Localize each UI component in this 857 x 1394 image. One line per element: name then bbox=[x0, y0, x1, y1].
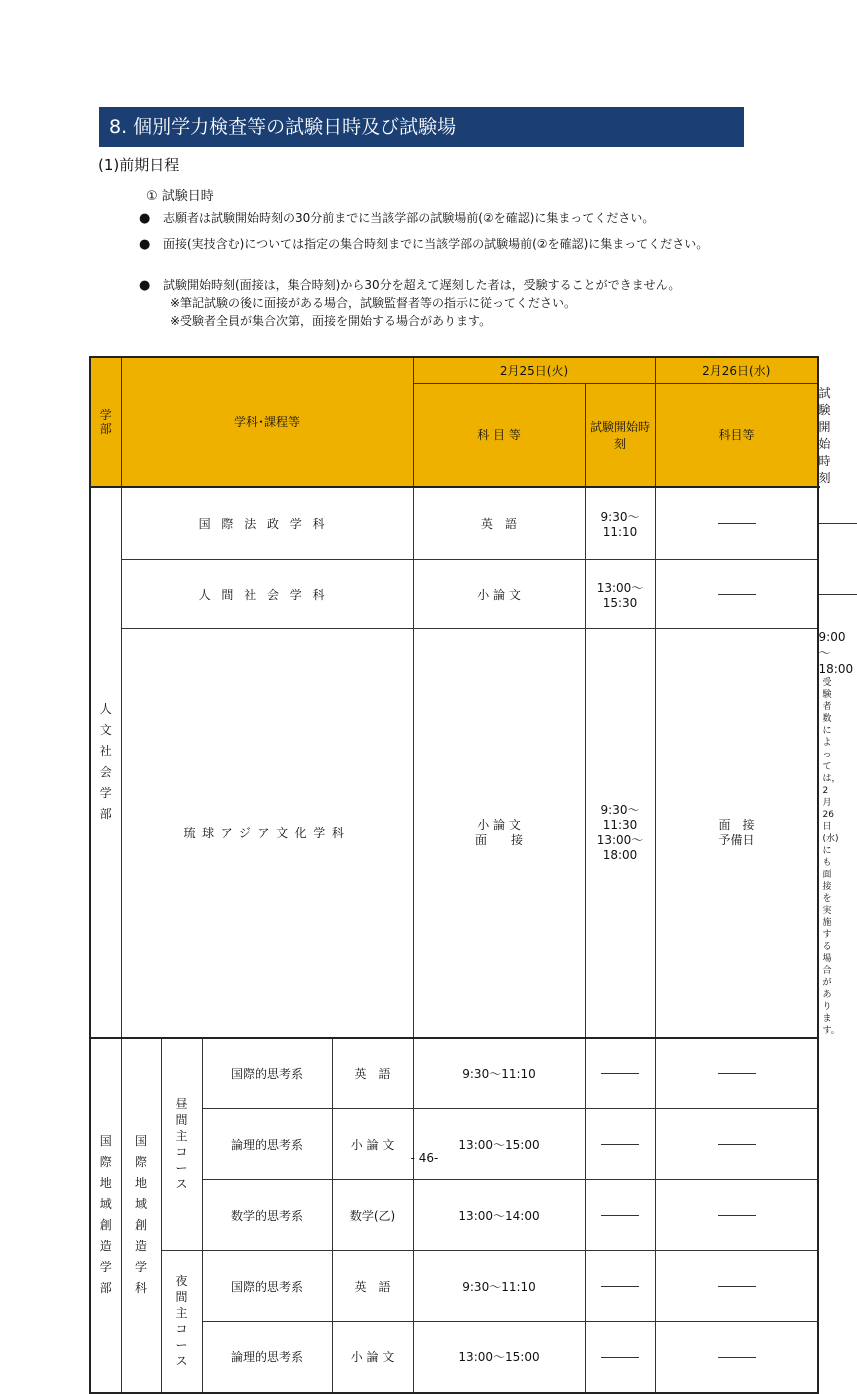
subsubsection-heading: ① 試験日時 bbox=[146, 189, 214, 204]
time-cell: 9:30～11:10 bbox=[413, 1251, 585, 1322]
table-row bbox=[90, 560, 818, 629]
table-row: 琉球アジア文化学科 小 論 文 面 接 9:30～11:30 13:00～18:00 面 接 予備日 9:00～18:00 受験者数によっては，2月26日(水)にも面接を実施する場合があります。 bbox=[90, 629, 818, 1038]
note-line: ※受験者全員が集合次第，面接を開始する場合があります。 bbox=[170, 314, 492, 328]
dash-cell bbox=[655, 560, 818, 629]
bullet-icon: ● bbox=[139, 278, 151, 293]
subsection-heading: (1)前期日程 bbox=[98, 156, 180, 174]
dash-cell bbox=[655, 1251, 818, 1322]
time-cell: 9:30～11:30 13:00～18:00 bbox=[585, 629, 655, 1038]
subject-cell: 小 論 文 面 接 bbox=[413, 629, 585, 1038]
dash-cell bbox=[585, 1251, 655, 1322]
bullet-item: ● 試験開始時刻(面接は，集合時刻)から30分を超えて遅刻した者は，受験することができません。 bbox=[139, 278, 681, 293]
dept-name: 人間社会学科 bbox=[121, 560, 413, 629]
subject-cell: 小 論 文 bbox=[413, 560, 585, 629]
bullet-item: ● 面接(実技含む)については指定の集合時刻までに当該学部の試験場前(②を確認)に集まってください。 bbox=[139, 237, 709, 252]
subject-cell: 小 論 文 bbox=[332, 1322, 413, 1393]
header-subject: 科 目 等 bbox=[413, 383, 585, 487]
time-cell: 9:30～11:10 bbox=[413, 1038, 585, 1109]
dash-cell bbox=[585, 1038, 655, 1109]
subject-cell: 英 語 bbox=[332, 1038, 413, 1109]
track-name: 国際的思考系 bbox=[202, 1038, 332, 1109]
dept-name: 国際法政学科 bbox=[121, 487, 413, 560]
course-night: 夜 間 主 コ ー ス bbox=[161, 1251, 202, 1393]
dash-cell bbox=[585, 1180, 655, 1251]
header-subject-day2: 科目等 bbox=[655, 383, 818, 487]
header-department: 学科･課程等 bbox=[121, 357, 413, 487]
time-cell: 13:00～15:00 bbox=[413, 1109, 585, 1180]
header-faculty: 学 部 bbox=[90, 357, 121, 487]
dash-cell bbox=[655, 487, 818, 560]
section-title: 8. 個別学力検査等の試験日時及び試験場 bbox=[99, 107, 744, 147]
table-row bbox=[90, 1038, 818, 1109]
exam-schedule-table: 学 部 学科･課程等 2月25日(火) 2月26日(水) 科 目 等 試験開始時刻 科目等 試験開始時刻 人 文 社 会 学 部 国際法政学科 英 語 9:30～11:10 人間社会学科 小 論 文 13:00～15:30 琉球アジア文化学科 小 論 文 面 接 9:30～11:30 13:00～18:00 面 接 予備日 9:00～18:00 受験者数によっては，2月26日(水)にも面接を実施する場合があります。 国 際 地 域 創 造 学 部 国 際 地 域 創 造 学 科 昼 間 主 コ ー ス 国際的思考系 英 語 9:30～11:10 論理的思考系 小 論 文 13:00～15:00 数学的思考系 数学(乙) 13:00～14:00 夜 間 主 コ ー ス 国際的思考系 英 語 9:30～11:10 論理的思考系 小 論 文 13:00～15:00 bbox=[89, 356, 819, 1394]
dash-cell bbox=[655, 1322, 818, 1393]
table-row bbox=[90, 487, 818, 560]
dash-cell bbox=[655, 1109, 818, 1180]
track-name: 論理的思考系 bbox=[202, 1322, 332, 1393]
course-day: 昼 間 主 コ ー ス bbox=[161, 1038, 202, 1251]
track-name: 数学的思考系 bbox=[202, 1180, 332, 1251]
department-global: 国 際 地 域 創 造 学 科 bbox=[121, 1038, 161, 1393]
header-day2: 2月26日(水) bbox=[655, 357, 818, 383]
dash-cell bbox=[585, 1322, 655, 1393]
time-cell: 13:00～15:30 bbox=[585, 560, 655, 629]
time-cell: 13:00～14:00 bbox=[413, 1180, 585, 1251]
dept-name: 琉球アジア文化学科 bbox=[121, 629, 413, 1038]
header-day1: 2月25日(火) bbox=[413, 357, 655, 383]
time-cell: 9:30～11:10 bbox=[585, 487, 655, 560]
dash-cell bbox=[655, 1180, 818, 1251]
bullet-icon: ● bbox=[139, 237, 151, 252]
time-cell: 13:00～15:00 bbox=[413, 1322, 585, 1393]
table-row bbox=[90, 1251, 818, 1322]
note-line: ※筆記試験の後に面接がある場合，試験監督者等の指示に従ってください。 bbox=[170, 296, 577, 310]
bullet-item: ● 志願者は試験開始時刻の30分前までに当該学部の試験場前(②を確認)に集まってください。 bbox=[139, 211, 655, 226]
subject-cell: 小 論 文 bbox=[332, 1109, 413, 1180]
header-start-time: 試験開始時刻 bbox=[585, 383, 655, 487]
subject-cell: 数学(乙) bbox=[332, 1180, 413, 1251]
day2-subject-cell: 面 接 予備日 bbox=[655, 629, 818, 1038]
track-name: 国際的思考系 bbox=[202, 1251, 332, 1322]
page-number: - 46- bbox=[410, 1151, 439, 1165]
faculty-global: 国 際 地 域 創 造 学 部 bbox=[90, 1038, 121, 1393]
dash-cell bbox=[585, 1109, 655, 1180]
faculty-humanities: 人 文 社 会 学 部 bbox=[90, 487, 121, 1038]
track-name: 論理的思考系 bbox=[202, 1109, 332, 1180]
subject-cell: 英 語 bbox=[413, 487, 585, 560]
subject-cell: 英 語 bbox=[332, 1251, 413, 1322]
bullet-icon: ● bbox=[139, 211, 151, 226]
dash-cell bbox=[655, 1038, 818, 1109]
